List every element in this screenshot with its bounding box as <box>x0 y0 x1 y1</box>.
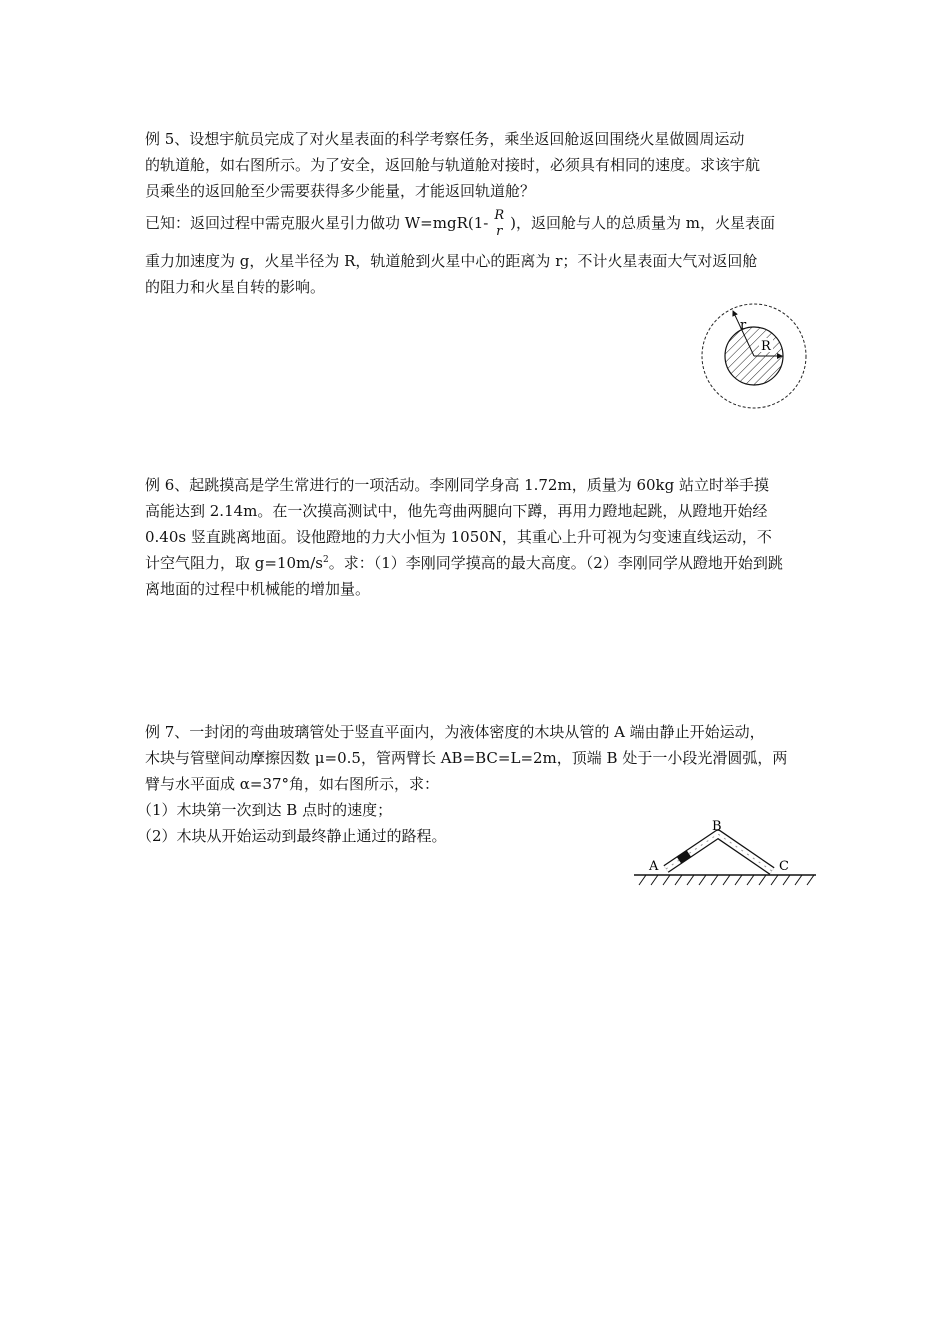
text-line: （1）木块第一次到达 B 点时的速度； <box>137 801 393 819</box>
ground-hatching <box>639 875 814 885</box>
text-line: 员乘坐的返回舱至少需要获得多少能量，才能返回轨道舱？ <box>145 182 536 200</box>
text-line: 臂与水平面成 α=37°角，如右图所示，求： <box>145 775 440 793</box>
given-prefix: 已知：返回过程中需克服火星引力做功 W=mgR(1- <box>145 214 489 232</box>
example-5-conditions <box>145 248 813 300</box>
given-line <box>145 204 813 242</box>
line4-prefix: 计空气阻力，取 g=10m/s <box>145 554 324 572</box>
text-line: 例 7、一封闭的弯曲玻璃管处于竖直平面内，为液体密度的木块从管的 A 端由静止开始运动， <box>145 723 765 741</box>
text-line: 例 5、设想宇航员完成了对火星表面的科学考察任务，乘坐返回舱返回围绕火星做圆周运动 <box>145 130 745 148</box>
text-line: （2）木块从开始运动到最终静止通过的路程。 <box>137 827 447 845</box>
label-A: A <box>649 859 659 874</box>
text-line: 的轨道舱，如右图所示。为了安全，返回舱与轨道舱对接时，必须具有相同的速度。求该宇航 <box>145 156 761 174</box>
fraction-denominator: r <box>496 224 503 239</box>
line4-suffix: 。求：（1）李刚同学摸高的最大高度。（2）李刚同学从蹬地开始到跳 <box>328 554 783 572</box>
label-B: B <box>712 819 722 834</box>
text-line: 的阻力和火星自转的影响。 <box>145 278 326 296</box>
text-line: 重力加速度为 g，火星半径为 R，轨道舱到火星中心的距离为 r；不计火星表面大气对返回舱 <box>145 252 758 270</box>
label-R: R <box>761 339 771 354</box>
label-r: r <box>740 318 747 333</box>
text-line: 高能达到 2.14m。在一次摸高测试中，他先弯曲两腿向下蹲，再用力蹬地起跳，从蹬地开始经 <box>145 502 768 520</box>
example-5-given <box>145 204 813 242</box>
fraction-numerator: R <box>494 208 505 223</box>
glass-tube-outer <box>666 834 772 871</box>
text-line: 离地面的过程中机械能的增加量。 <box>145 580 371 598</box>
mars-orbit-figure <box>696 298 816 418</box>
text-line <box>145 550 813 576</box>
label-C: C <box>779 859 789 874</box>
text-line: 木块与管壁间动摩擦因数 μ=0.5，管两臂长 AB=BC=L=2m，顶端 B 处于一小段光滑圆弧，两 <box>145 749 788 767</box>
superscript: 2 <box>323 555 329 565</box>
text-line: 例 6、起跳摸高是学生常进行的一项活动。李刚同学身高 1.72m，质量为 60kg 站立时举手摸 <box>145 476 770 494</box>
text-line: 0.40s 竖直跳离地面。设他蹬地的力大小恒为 1050N，其重心上升可视为匀变速直线运动，不 <box>145 528 772 546</box>
example-5-question <box>145 126 813 204</box>
bent-tube-figure <box>632 818 822 888</box>
fraction-r-over-r <box>494 208 504 240</box>
given-suffix: )，返回舱与人的总质量为 m，火星表面 <box>510 214 775 232</box>
example-6-question <box>145 472 813 602</box>
